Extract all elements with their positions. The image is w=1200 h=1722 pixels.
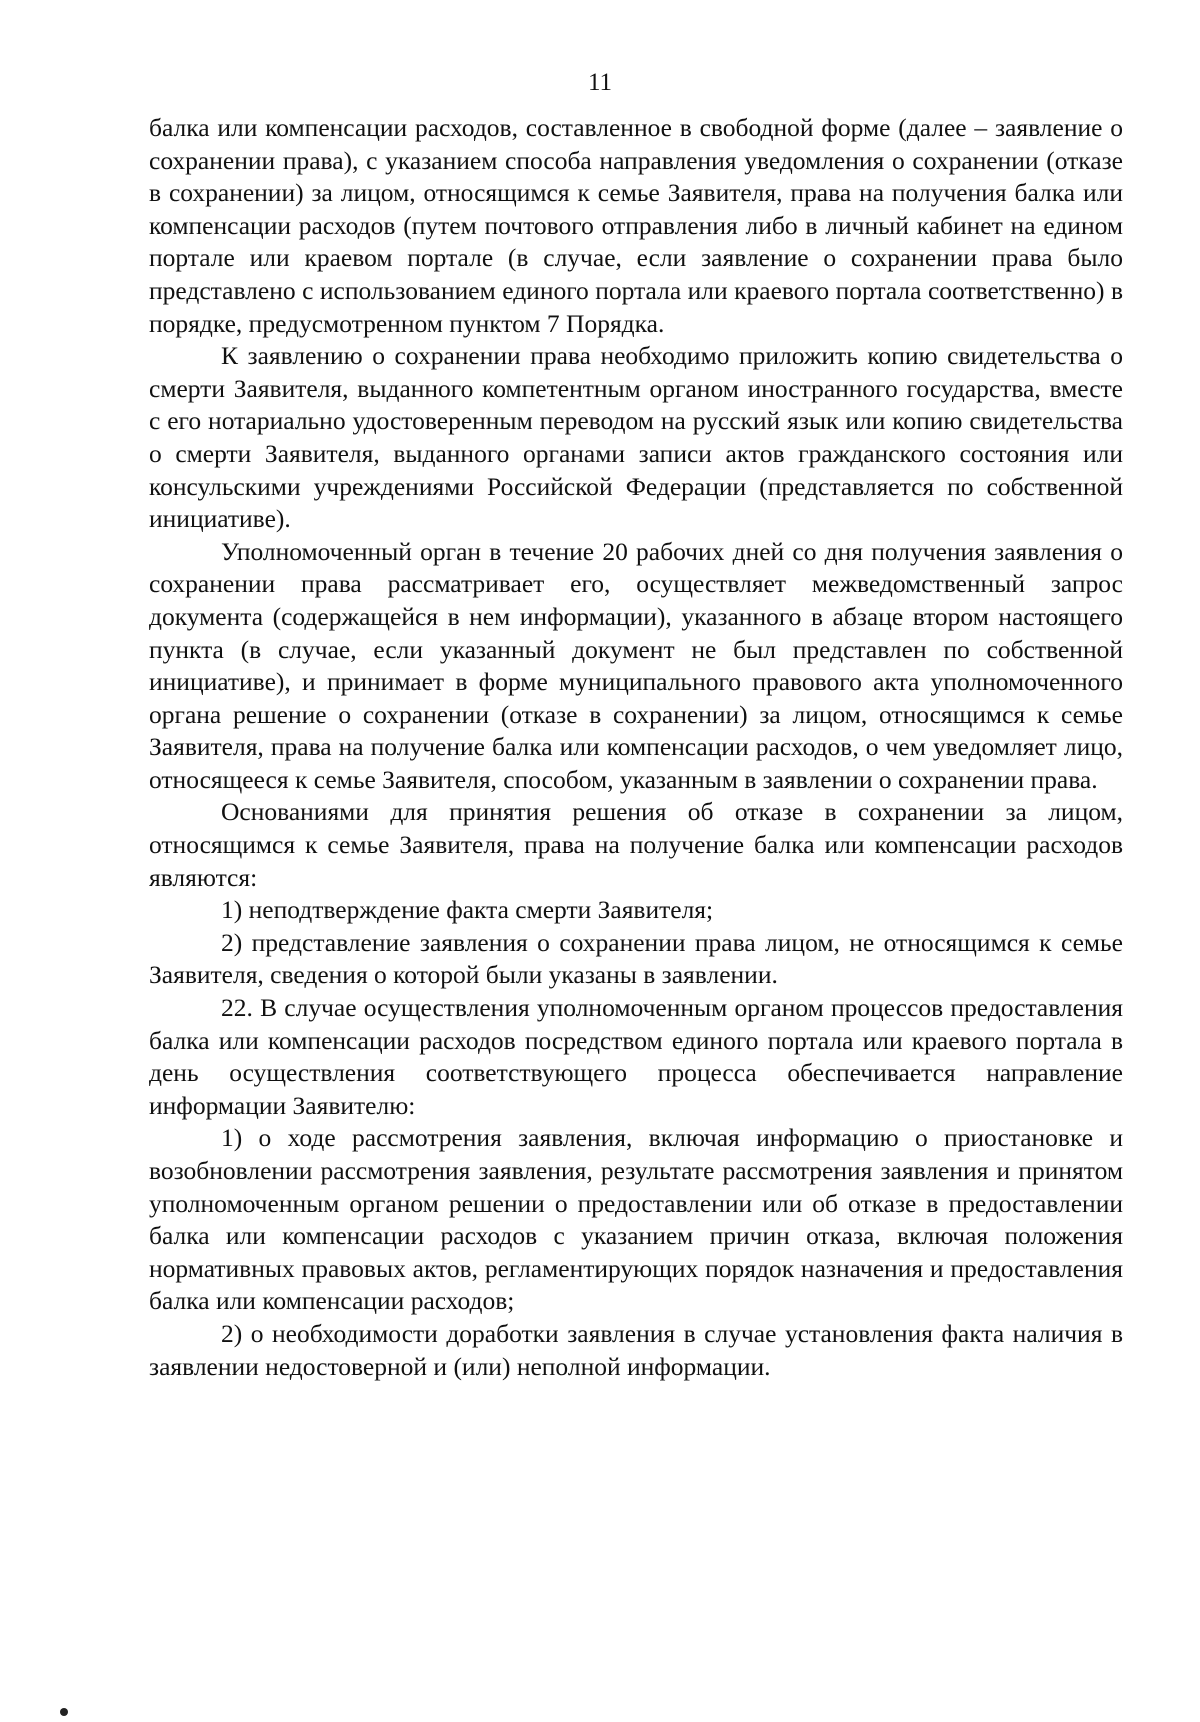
paragraph-review-procedure: Уполномоченный орган в течение 20 рабочих дней со дня получения заявления о сохранении права рассматривает его, осуществляет межведомственный запрос документа (содержащейся в нем информации), указанного в абзаце втором настоящего пункта (в случае, если указанный документ не был представлен по собственной инициативе), и принимает в форме муниципального правового акта уполномоченного органа решение о сохранении (отказе в сохранении) за лицом, относящимся к семье Заявителя, права на получение балка или компенсации расходов, о чем уведомляет лицо, относящееся к семье Заявителя, способом, указанным в заявлении о сохранении права. <box>149 536 1123 794</box>
scan-speck <box>60 1708 68 1716</box>
paragraph-clause-22: 22. В случае осуществления уполномоченным органом процессов предоставления балка или компенсации расходов посредством единого портала или краевого портала в день осуществления соответствующего процесса обеспечивается направление информации Заявителю: <box>149 993 1123 1120</box>
paragraph-attachment-requirements: К заявлению о сохранении права необходимо приложить копию свидетельства о смерти Заявителя, выданного компетентным органом иностранного государства, вместе с его нотариально удостоверенным переводом на русский язык или копию свидетельства о смерти Заявителя, выданного органами записи актов гражданского состояния или консульскими учреждениями Российской Федерации (представляется по собственной инициативе). <box>149 341 1123 534</box>
list-item-refusal-ground-1: 1) неподтверждение факта смерти Заявителя; <box>221 895 714 925</box>
list-item-notification-1: 1) о ходе рассмотрения заявления, включая информацию о приостановке и возобновлении рассмотрения заявления, результате рассмотрения заявления и принятом уполномоченным органом решении о предоставлении или об отказе в предоставлении балка или компенсации расходов с указанием причин отказа, включая положения нормативных правовых актов, регламентирующих порядок назначения и предоставления балка или компенсации расходов; <box>149 1123 1123 1316</box>
list-item-refusal-ground-2: 2) представление заявления о сохранении права лицом, не относящимся к семье Заявителя, сведения о которой были указаны в заявлении. <box>149 927 1123 990</box>
paragraph-refusal-grounds-intro: Основаниями для принятия решения об отказе в сохранении за лицом, относящимся к семье Заявителя, права на получение балка или компенсации расходов являются: <box>149 797 1123 892</box>
paragraph-continuation: балка или компенсации расходов, составленное в свободной форме (далее – заявление о сохранении права), с указанием способа направления уведомления о сохранении (отказе в сохранении) за лицом, относящимся к семье Заявителя, права на получения балка или компенсации расходов (путем почтового отправления либо в личный кабинет на едином портале или краевом портале (в случае, если заявление о сохранении права было представлено с использованием единого портала или краевого портала соответственно) в порядке, предусмотренном пунктом 7 Порядка. <box>149 113 1123 338</box>
page-number: 11 <box>587 69 613 96</box>
document-body <box>149 112 1123 1383</box>
list-item-notification-2: 2) о необходимости доработки заявления в случае установления факта наличия в заявлении недостоверной и (или) неполной информации. <box>149 1318 1123 1381</box>
